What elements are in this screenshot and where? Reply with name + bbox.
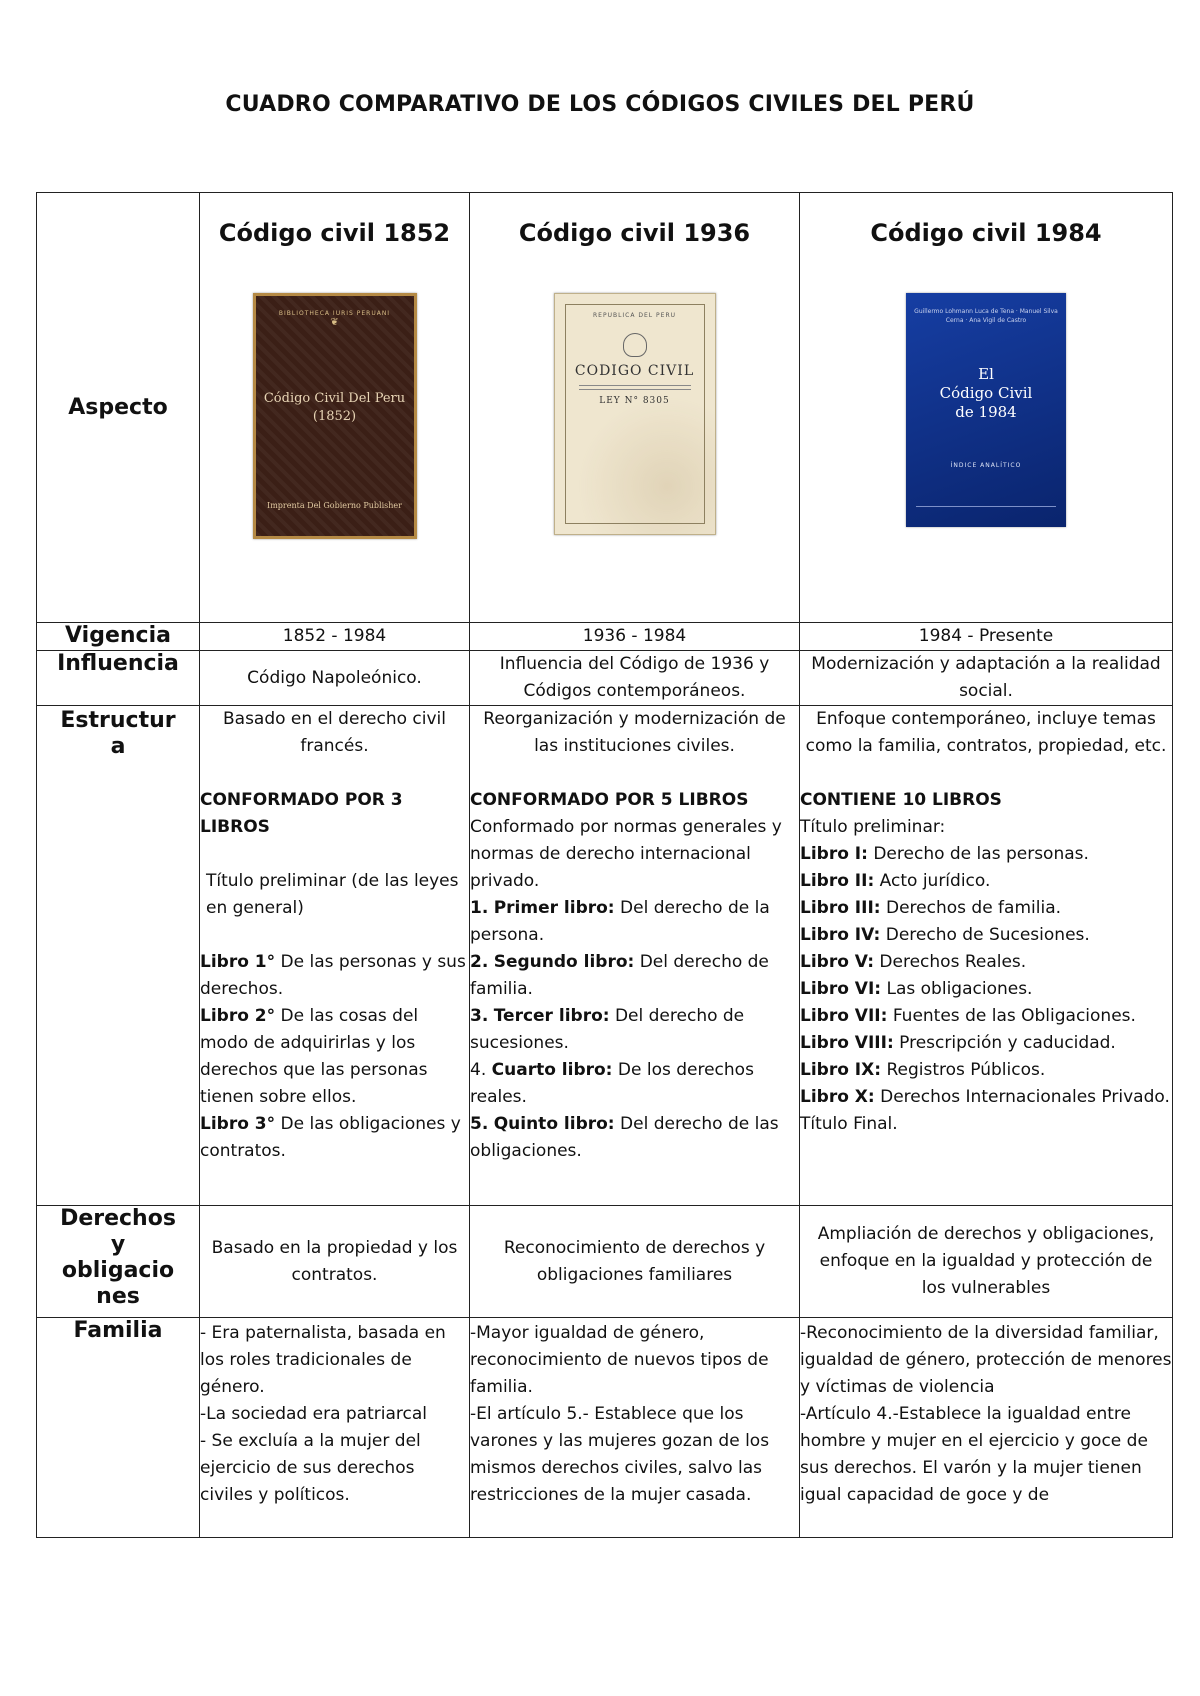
aspect-header-cell [37, 193, 200, 623]
familia-1852 [200, 1318, 470, 1538]
influencia-1852: Código Napoleónico. [200, 651, 470, 706]
book-cover-1984-image [906, 293, 1066, 527]
comparison-table [36, 192, 1173, 1538]
estructura-1852-book-3: Libro 3° De las obligaciones y contratos. [200, 1114, 461, 1161]
ornament-icon: ❦ [330, 317, 339, 328]
page-title: CUADRO COMPARATIVO DE LOS CÓDIGOS CIVILES DEL PERÚ [225, 92, 975, 117]
cover-frame [565, 304, 705, 524]
estructura-1936-preliminar: Conformado por normas generales y normas de derecho internacional [470, 817, 782, 864]
cover-1984-title: El Código Civil de 1984 [939, 365, 1033, 421]
estructura-1936-intro: Reorganización y modernización de las instituciones civiles. [483, 709, 786, 756]
estructura-label: Estructur a [37, 706, 200, 1206]
estructura-1936-book-3: 3. Tercer libro: Del derecho de sucesiones. [470, 1006, 745, 1053]
vigencia-label: Vigencia [37, 623, 200, 651]
cover-1984-authors: Guillermo Lohmann Luca de Tena · Manuel Silva Cerna · Ana Vigil de Castro [914, 308, 1058, 324]
estructura-1984-book-6: Libro VI: Las obligaciones. [800, 979, 1033, 999]
estructura-1984-book-8: Libro VIII: Prescripción y caducidad. [800, 1033, 1116, 1053]
familia-1852-item: - Se excluía a la mujer del ejercicio de sus derechos civiles y políticos. [200, 1431, 421, 1505]
influencia-label: Influencia [37, 651, 200, 706]
book-cover-1852-image [253, 293, 417, 539]
familia-1984 [800, 1318, 1173, 1538]
derechos-1984: Ampliación de derechos y obligaciones, enfoque en la igualdad y protección de los vulnerables [800, 1206, 1173, 1318]
code-1852-header [200, 193, 470, 623]
row-vigencia [37, 623, 1173, 651]
cover-1936-bottom: LEY N° 8305 [599, 396, 670, 406]
estructura-1984-intro: Enfoque contemporáneo, incluye temas como la familia, contratos, propiedad, etc. [805, 709, 1167, 756]
familia-1852-item: -La sociedad era patriarcal [200, 1404, 427, 1424]
familia-1984-item: -Artículo 4.-Establece la igualdad entre hombre y mujer en el ejercicio y goce de sus derechos. El varón y la mujer tienen igual capacidad de goce y de [800, 1404, 1148, 1505]
estructura-1984-book-3: Libro III: Derechos de familia. [800, 898, 1062, 918]
cover-1936-title: CODIGO CIVIL [574, 363, 695, 379]
estructura-1852-book-1: Libro 1° De las personas y sus derechos. [200, 952, 466, 999]
estructura-1984-book-5: Libro V: Derechos Reales. [800, 952, 1027, 972]
code-1984-title: Código civil 1984 [870, 219, 1102, 247]
cover-1852-top: BIBLIOTHECA IURIS PERUANI [278, 310, 391, 317]
row-estructura [37, 706, 1173, 1206]
influencia-1984: Modernización y adaptación a la realidad social. [800, 651, 1173, 706]
vigencia-1984: 1984 - Presente [800, 623, 1173, 651]
estructura-1984-book-7: Libro VII: Fuentes de las Obligaciones. [800, 1006, 1136, 1026]
cover-1852-bottom: Imprenta Del Gobierno Publisher [267, 501, 402, 510]
cover-1984-sub: ÍNDICE ANALÍTICO [950, 462, 1022, 469]
familia-1984-item: -Reconocimiento de la diversidad familiar, igualdad de género, protección de menores y víctimas de violencia [800, 1323, 1172, 1397]
influencia-1936: Influencia del Código de 1936 y Códigos contemporáneos. [470, 651, 800, 706]
estructura-1936-book-4: 4. Cuarto libro: De los derechos reales. [470, 1060, 754, 1107]
estructura-1984-book-2: Libro II: Acto jurídico. [800, 871, 991, 891]
header-row [37, 193, 1173, 623]
code-1984-header [800, 193, 1173, 623]
estructura-1984 [800, 706, 1173, 1206]
derechos-1852: Basado en la propiedad y los contratos. [200, 1206, 470, 1318]
estructura-1852-preliminar: Título preliminar (de las leyes en general) [206, 871, 459, 918]
familia-1936-item: -Mayor igualdad de género, reconocimiento de nuevos tipos de familia. [470, 1323, 769, 1397]
familia-1852-item: - Era paternalista, basada en los roles tradicionales de género. [200, 1323, 446, 1397]
row-derechos [37, 1206, 1173, 1318]
estructura-1984-final: Título Final. [800, 1114, 898, 1134]
aspect-label: Aspecto [68, 394, 168, 420]
estructura-1936-book-1: 1. Primer libro: Del derecho de la persona. [470, 898, 770, 945]
derechos-label: Derechos y obligacio nes [37, 1206, 200, 1318]
estructura-1852-book-2: Libro 2° De las cosas del modo de adquirirlas y los derechos que las personas tienen sobre ellos. [200, 1006, 428, 1107]
estructura-1852-intro: Basado en el derecho civil francés. [222, 709, 446, 756]
estructura-1984-book-4: Libro IV: Derecho de Sucesiones. [800, 925, 1090, 945]
vigencia-1936: 1936 - 1984 [470, 623, 800, 651]
vigencia-1852: 1852 - 1984 [200, 623, 470, 651]
code-1936-header [470, 193, 800, 623]
familia-1936 [470, 1318, 800, 1538]
estructura-1936-book-5: 5. Quinto libro: Del derecho de las obligaciones. [470, 1114, 779, 1161]
estructura-1984-book-9: Libro IX: Registros Públicos. [800, 1060, 1046, 1080]
estructura-1984-heading: CONTIENE 10 LIBROS [800, 790, 1002, 810]
estructura-1984-book-10: Libro X: Derechos Internacionales Privado. [800, 1087, 1170, 1107]
book-cover-1936-image [554, 293, 716, 535]
estructura-1984-book-1: Libro I: Derecho de las personas. [800, 844, 1089, 864]
estructura-1936-heading: CONFORMADO POR 5 LIBROS [470, 790, 749, 810]
estructura-1984-preliminar: Título preliminar: [800, 817, 946, 837]
cover-footer [916, 506, 1056, 519]
row-influencia [37, 651, 1173, 706]
row-familia [37, 1318, 1173, 1538]
estructura-1936-book-2: 2. Segundo libro: Del derecho de familia. [470, 952, 769, 999]
cover-1936-top: REPUBLICA DEL PERU [592, 312, 677, 319]
familia-1936-item: -El artículo 5.- Establece que los varones y las mujeres gozan de los mismos derechos civiles, salvo las restricciones de la mujer casada. [470, 1404, 770, 1505]
estructura-1852-heading: CONFORMADO POR 3 LIBROS [200, 790, 403, 837]
code-1852-title: Código civil 1852 [218, 219, 451, 247]
estructura-1936 [470, 706, 800, 1206]
estructura-1936-preliminar-2: privado. [470, 871, 540, 891]
derechos-1936: Reconocimiento de derechos y obligaciones familiares [470, 1206, 800, 1318]
code-1936-title: Código civil 1936 [518, 219, 751, 247]
familia-label: Familia [37, 1318, 200, 1538]
cover-1852-title: Código Civil Del Peru (1852) [263, 391, 406, 424]
estructura-1852 [200, 706, 470, 1206]
